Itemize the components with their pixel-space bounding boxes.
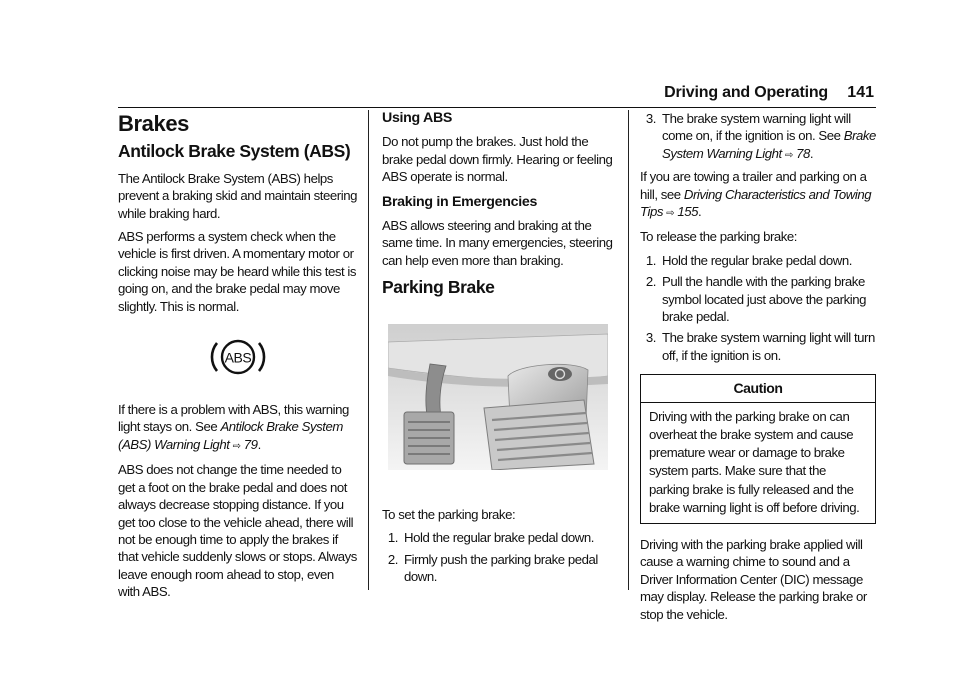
parking-brake-pedal-illustration: [388, 324, 608, 470]
list-item: 1. Hold the regular brake pedal down.: [387, 530, 594, 546]
column-divider: [628, 110, 629, 590]
caution-body: Driving with the parking brake on can overheat the brake system and cause premature wear or damage to brake system parts. Make sure that the parking brake is fully released and the brake warning light is off before driving.: [649, 408, 860, 515]
cross-reference-page[interactable]: 79: [243, 436, 258, 452]
paragraph: ABS performs a system check when the vehicle is first driven. A momentary motor or clicking noise may be heard while this test is going on, and the brake pedal may move slightly. This is normal.: [118, 229, 357, 314]
list-item: 2. Pull the handle with the parking brake symbol located just above the parking brake pedal.: [645, 274, 867, 325]
section-heading-abs: Antilock Brake System (ABS): [118, 141, 351, 162]
page-header: [118, 84, 876, 108]
paragraph: If you are towing a trailer and parking on a hill, see Driving Characteristics and Towing Tips ⇨ 155.: [640, 169, 872, 220]
column-1: [118, 110, 358, 607]
cross-reference-page[interactable]: 155: [677, 204, 699, 220]
subheading-braking-emergencies: Braking in Emergencies: [382, 193, 538, 210]
list-item: 1. Hold the regular brake pedal down.: [645, 252, 852, 268]
list-item: 3. The brake system warning light will come on, if the ignition is on. See Brake System Warning Light ⇨ 78.: [645, 111, 876, 161]
cross-reference-page[interactable]: 78: [796, 145, 810, 161]
section-heading-parking-brake: Parking Brake: [382, 277, 495, 298]
page-arrow-icon: ⇨: [666, 208, 675, 220]
paragraph: Do not pump the brakes. Just hold the brake pedal down firmly. Hearing or feeling ABS operate is normal.: [382, 134, 613, 185]
cross-reference-link[interactable]: Driving Characteristics and Towing Tips: [640, 186, 872, 220]
paragraph: ABS allows steering and braking at the same time. In many emergencies, steering can help even more than braking.: [382, 218, 613, 268]
list-item: 2. Firmly push the parking brake pedal down.: [387, 551, 598, 585]
caution-title: Caution: [641, 375, 875, 402]
paragraph: Driving with the parking brake applied will cause a warning chime to sound and a Driver Information Center (DIC) message may display. Release the parking brake or stop the vehicle.: [640, 536, 867, 622]
column-2: [382, 110, 618, 590]
abs-symbol-text: ABS: [224, 349, 252, 366]
page-arrow-icon: ⇨: [232, 440, 241, 452]
running-title: Driving and Operating: [664, 84, 828, 101]
page-arrow-icon: ⇨: [784, 149, 793, 161]
cross-reference-link[interactable]: Antilock Brake System (ABS) Warning Light: [118, 419, 343, 452]
paragraph: To set the parking brake:: [382, 507, 516, 523]
list-item: 3. The brake system warning light will turn off, if the ignition is on.: [645, 330, 875, 363]
column-divider: [368, 110, 369, 590]
abs-warning-symbol-icon: [118, 335, 358, 379]
column-3: [640, 110, 876, 629]
page-number: 141: [847, 84, 874, 101]
paragraph: If there is a problem with ABS, this warning light stays on. See Antilock Brake System (ABS) Warning Light ⇨ 79.: [118, 402, 349, 452]
paragraph: The Antilock Brake System (ABS) helps prevent a braking skid and maintain steering while braking hard.: [118, 170, 357, 221]
page-title: Brakes: [118, 111, 189, 136]
paragraph: ABS does not change the time needed to get a foot on the brake pedal and does not always decrease stopping distance. If you get too close to the vehicle ahead, there will not be enough time to apply the brakes if that vehicle suddenly slows or stops. Always leave enough room ahead to stop, even with ABS.: [118, 462, 357, 600]
cross-reference-link[interactable]: Brake System Warning Light: [662, 128, 876, 161]
subheading-using-abs: Using ABS: [382, 110, 453, 126]
caution-box: [640, 374, 876, 524]
paragraph: To release the parking brake:: [640, 229, 798, 245]
